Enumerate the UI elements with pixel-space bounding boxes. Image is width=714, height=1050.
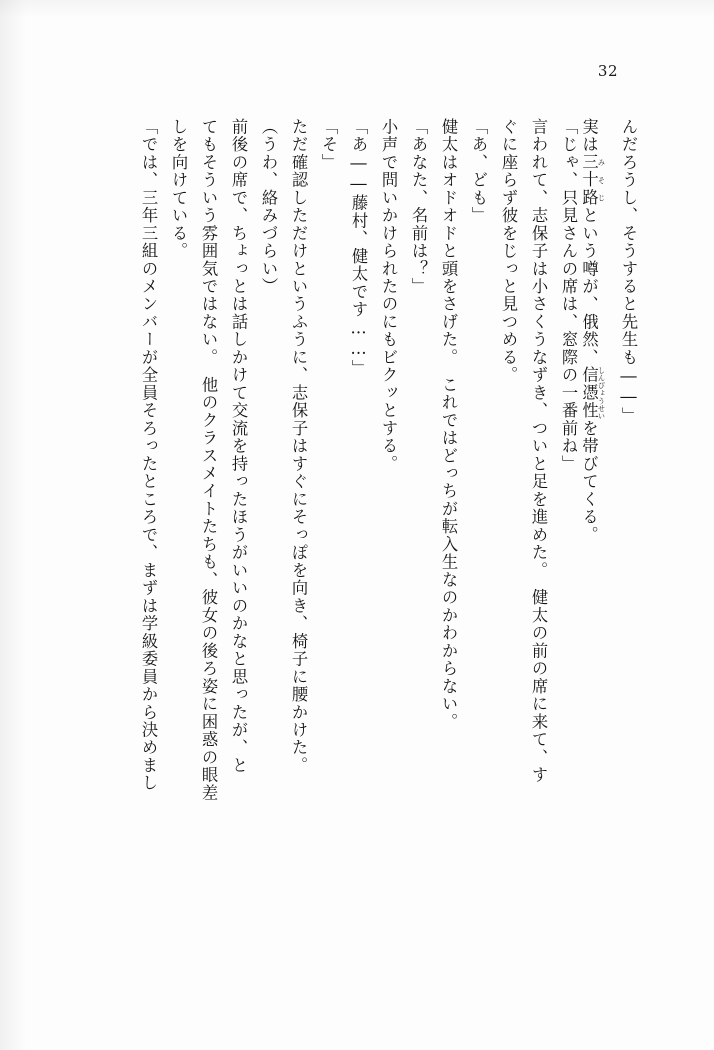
text-column: 小声で問いかけられたのにもビクッとする。 xyxy=(379,118,398,473)
text-column: てもそういう雰囲気ではない。 他のクラスメイトたちも、彼女の後ろ姿に困惑の眼差 xyxy=(199,118,218,802)
text-column: しを向けている。 xyxy=(169,118,188,260)
text-column: ただ確認しただけというふうに、志保子はすぐにそっぽを向き、椅子に腰かけた。 xyxy=(289,118,308,775)
page-number: 32 xyxy=(597,62,618,80)
text-column: んだろうし、そうすると先生も――」 xyxy=(619,118,638,425)
text-column: 「あ――藤村、健太です……」 xyxy=(349,118,368,378)
text-column: 言われて、志保子は小さくうなずき、ついと足を進めた。 健太の前の席に来て、す xyxy=(529,118,548,784)
text-column: 「じゃ、只見さんの席は、窓際の一番前ね」 xyxy=(559,118,578,473)
vertical-text-body xyxy=(78,118,636,978)
text-column: ぐに座らず彼をじっと見つめる。 xyxy=(499,118,518,385)
text-column: 健太はオドオドと頭をさげた。 これではどっちが転入生なのかわからない。 xyxy=(439,118,458,731)
page-edge-shadow-top xyxy=(0,0,714,18)
text-column: 「あ、ども」 xyxy=(469,118,488,225)
text-column: （うわ、絡みづらい） xyxy=(259,118,278,296)
text-column: 前後の席で、ちょっとは話しかけて交流を持ったほうがいいのかなと思ったが、と xyxy=(229,118,248,775)
text-column: 「では、三年三組のメンバーが全員そろったところで、まずは学級委員から決めまし xyxy=(139,118,158,793)
text-column: 実は三十路 みそじという噂が、俄然、信憑性 しんぴょうせいを帯びてくる。 xyxy=(579,118,607,544)
page-edge-shadow-left xyxy=(0,0,26,1050)
text-column: 「あなた、名前は？」 xyxy=(409,118,428,296)
text-column: 「そ」 xyxy=(319,118,338,172)
